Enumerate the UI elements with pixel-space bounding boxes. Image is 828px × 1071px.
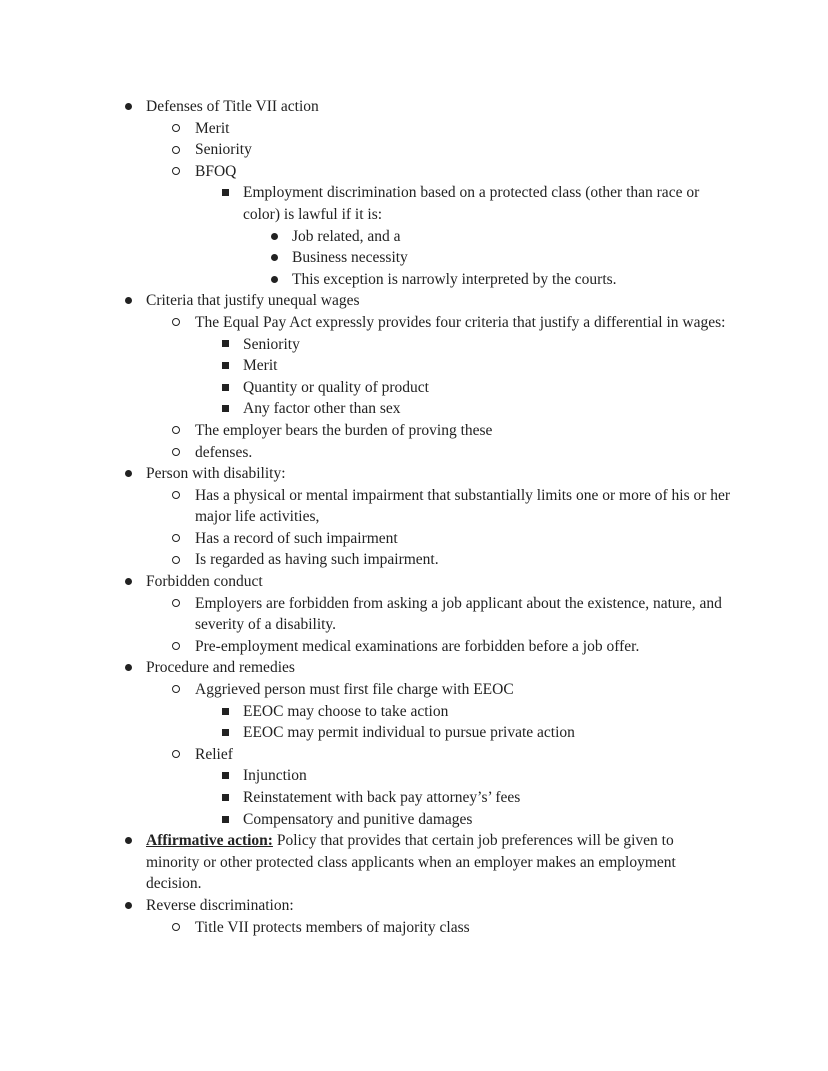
outline-item-text: Relief (195, 745, 233, 763)
outline-item-text: Title VII protects members of majority class (195, 918, 470, 936)
outline-item-level-4 (0, 226, 828, 248)
outline-item-text: Forbidden conduct (146, 573, 263, 591)
outline-item-text: Compensatory and punitive damages (243, 810, 473, 828)
outline-item-text: defenses. (195, 443, 253, 461)
disc-bullet-icon (118, 96, 138, 118)
outline-item-level-2 (0, 442, 828, 464)
circle-bullet-icon (166, 442, 186, 464)
outline-item-text: Injunction (243, 767, 307, 785)
circle-bullet-icon (166, 161, 186, 183)
outline-item-text: Is regarded as having such impairment. (195, 551, 439, 569)
outline-item-level-2 (0, 636, 828, 658)
outline-item-text: Seniority (243, 335, 300, 353)
outline-item-level-3 (0, 355, 828, 377)
outline-list (0, 96, 828, 938)
outline-item-level-1 (0, 463, 828, 485)
outline-item-text: Reverse discrimination: (146, 896, 294, 914)
circle-bullet-icon (166, 679, 186, 701)
circle-bullet-icon (166, 312, 186, 334)
circle-bullet-icon (166, 118, 186, 140)
outline-item-level-2 (0, 118, 828, 140)
outline-item-text: Merit (195, 119, 230, 137)
disc-bullet-icon (264, 247, 284, 269)
square-bullet-icon (215, 787, 235, 809)
outline-item-level-2 (0, 485, 828, 528)
circle-bullet-icon (166, 744, 186, 766)
disc-bullet-icon (118, 463, 138, 485)
square-bullet-icon (215, 765, 235, 787)
outline-item-level-3 (0, 765, 828, 787)
outline-item-level-2 (0, 593, 828, 636)
outline-item-level-1 (0, 571, 828, 593)
outline-item-level-2 (0, 744, 828, 766)
square-bullet-icon (215, 334, 235, 356)
circle-bullet-icon (166, 917, 186, 939)
outline-item-text: Person with disability: (146, 465, 286, 483)
disc-bullet-icon (264, 226, 284, 248)
outline-item-level-2 (0, 679, 828, 701)
outline-item-text: Any factor other than sex (243, 400, 401, 418)
outline-item-level-2 (0, 161, 828, 183)
square-bullet-icon (215, 182, 235, 204)
outline-item-level-1 (0, 657, 828, 679)
circle-bullet-icon (166, 636, 186, 658)
square-bullet-icon (215, 701, 235, 723)
outline-item-text: Quantity or quality of product (243, 378, 429, 396)
outline-item-level-3 (0, 787, 828, 809)
outline-item-level-1 (0, 290, 828, 312)
circle-bullet-icon (166, 528, 186, 550)
outline-item-level-1 (0, 895, 828, 917)
outline-item-text: Pre-employment medical examinations are forbidden before a job offer. (195, 637, 640, 655)
outline-item-level-2 (0, 528, 828, 550)
outline-item-level-3 (0, 182, 828, 225)
outline-item-level-2 (0, 549, 828, 571)
outline-item-text: The Equal Pay Act expressly provides four criteria that justify a differential in wages: (195, 313, 726, 331)
square-bullet-icon (215, 809, 235, 831)
circle-bullet-icon (166, 139, 186, 161)
outline-item-text: Aggrieved person must first file charge with EEOC (195, 681, 514, 699)
outline-item-text: Business necessity (292, 249, 408, 267)
outline-item-level-3 (0, 809, 828, 831)
outline-item-level-3 (0, 701, 828, 723)
outline-item-level-4 (0, 269, 828, 291)
outline-item-text: BFOQ (195, 162, 237, 180)
outline-item-text: Has a record of such impairment (195, 529, 398, 547)
circle-bullet-icon (166, 549, 186, 571)
outline-item-level-3 (0, 334, 828, 356)
outline-item-text: EEOC may choose to take action (243, 702, 449, 720)
outline-item-level-2 (0, 139, 828, 161)
disc-bullet-icon (264, 269, 284, 291)
outline-item-level-1 (0, 830, 828, 895)
outline-item-text: EEOC may permit individual to pursue private action (243, 724, 575, 742)
outline-item-level-2 (0, 917, 828, 939)
outline-item-level-4 (0, 247, 828, 269)
outline-item-text (146, 830, 726, 895)
outline-item-level-3 (0, 377, 828, 399)
square-bullet-icon (215, 398, 235, 420)
outline-item-level-3 (0, 722, 828, 744)
circle-bullet-icon (166, 485, 186, 507)
definition-text: Policy that provides that certain job preferences will be given to minority or other protected class applicants when an employer makes an employment decision. (146, 832, 676, 893)
document-page (0, 96, 828, 938)
circle-bullet-icon (166, 593, 186, 615)
outline-item-text: This exception is narrowly interpreted by the courts. (292, 270, 617, 288)
outline-item-text: Procedure and remedies (146, 659, 295, 677)
outline-item-text: The employer bears the burden of proving these (195, 421, 493, 439)
square-bullet-icon (215, 722, 235, 744)
circle-bullet-icon (166, 420, 186, 442)
outline-item-text: Reinstatement with back pay attorney’s’ fees (243, 789, 521, 806)
outline-item-level-1 (0, 96, 828, 118)
square-bullet-icon (215, 355, 235, 377)
outline-item-text: Merit (243, 357, 278, 375)
outline-item-level-3 (0, 398, 828, 420)
disc-bullet-icon (118, 830, 138, 852)
outline-item-level-2 (0, 420, 828, 442)
outline-item-level-2 (0, 312, 828, 334)
outline-item-text: Has a physical or mental impairment that substantially limits one or more of his or her major life activities, (195, 486, 731, 526)
outline-item-text: Employment discrimination based on a protected class (other than race or color) is lawful if it is: (243, 184, 700, 223)
outline-item-text: Employers are forbidden from asking a job applicant about the existence, nature, and severity of a disability. (195, 594, 722, 634)
square-bullet-icon (215, 377, 235, 399)
outline-item-text: Criteria that justify unequal wages (146, 292, 360, 310)
disc-bullet-icon (118, 895, 138, 917)
defined-term: Affirmative action: (146, 832, 273, 850)
outline-item-text: Defenses of Title VII action (146, 98, 319, 115)
disc-bullet-icon (118, 290, 138, 312)
disc-bullet-icon (118, 571, 138, 593)
outline-item-text: Seniority (195, 141, 252, 159)
outline-item-text: Job related, and a (292, 227, 401, 245)
disc-bullet-icon (118, 657, 138, 679)
